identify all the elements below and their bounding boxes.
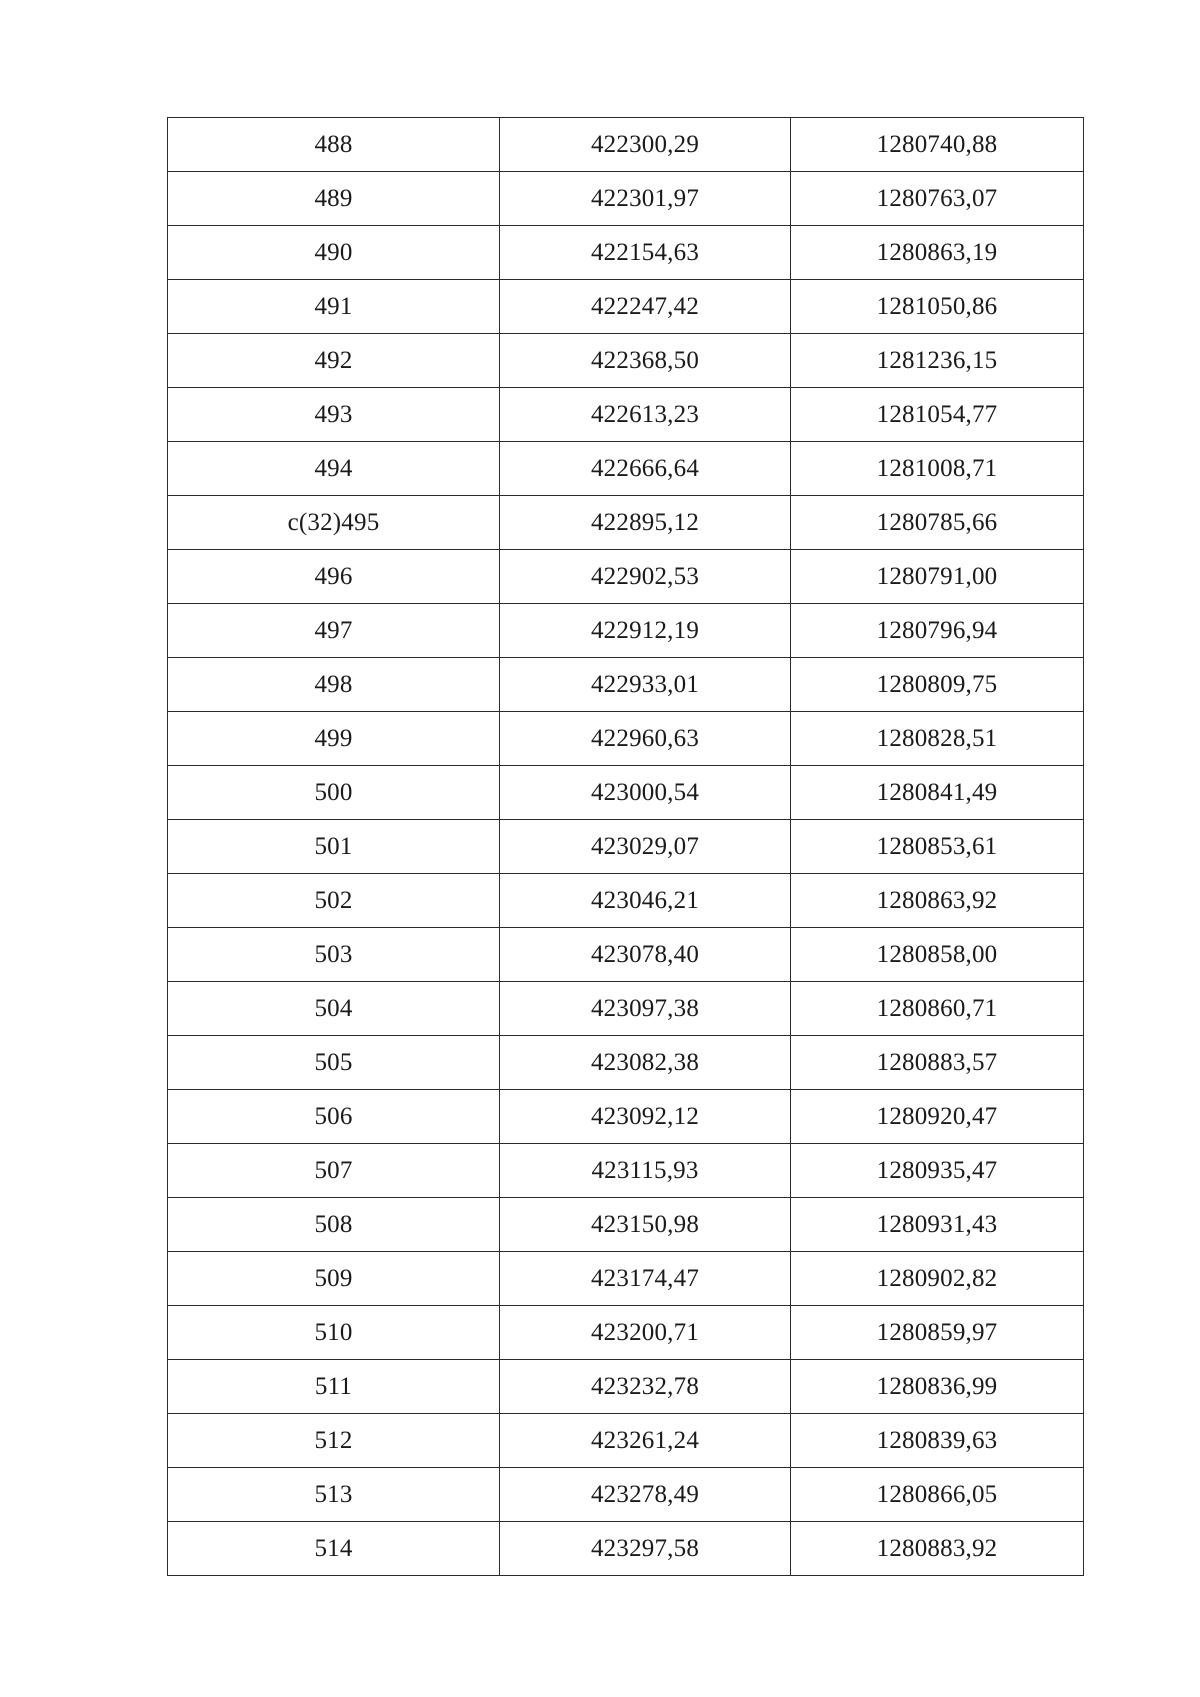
table-row (168, 1414, 1084, 1468)
y-coordinate-cell: 1280785,66 (791, 496, 1084, 550)
point-number-cell: 513 (168, 1468, 500, 1522)
x-coordinate-cell: 422368,50 (500, 334, 791, 388)
x-coordinate-cell: 422933,01 (500, 658, 791, 712)
point-number-cell: 493 (168, 388, 500, 442)
point-number-cell: 507 (168, 1144, 500, 1198)
x-coordinate-cell: 422300,29 (500, 118, 791, 172)
x-coordinate-cell: 422902,53 (500, 550, 791, 604)
y-coordinate-cell: 1281050,86 (791, 280, 1084, 334)
point-number-cell: c(32)495 (168, 496, 500, 550)
point-number-cell: 501 (168, 820, 500, 874)
x-coordinate-cell: 422247,42 (500, 280, 791, 334)
table-row (168, 1144, 1084, 1198)
table-row (168, 658, 1084, 712)
y-coordinate-cell: 1280931,43 (791, 1198, 1084, 1252)
y-coordinate-cell: 1280836,99 (791, 1360, 1084, 1414)
y-coordinate-cell: 1280796,94 (791, 604, 1084, 658)
point-number-cell: 502 (168, 874, 500, 928)
y-coordinate-cell: 1280859,97 (791, 1306, 1084, 1360)
x-coordinate-cell: 422613,23 (500, 388, 791, 442)
table-row (168, 766, 1084, 820)
x-coordinate-cell: 423115,93 (500, 1144, 791, 1198)
point-number-cell: 504 (168, 982, 500, 1036)
x-coordinate-cell: 422960,63 (500, 712, 791, 766)
y-coordinate-cell: 1281236,15 (791, 334, 1084, 388)
x-coordinate-cell: 423078,40 (500, 928, 791, 982)
table-row (168, 550, 1084, 604)
point-number-cell: 512 (168, 1414, 500, 1468)
point-number-cell: 488 (168, 118, 500, 172)
y-coordinate-cell: 1280791,00 (791, 550, 1084, 604)
x-coordinate-cell: 423046,21 (500, 874, 791, 928)
table-row (168, 442, 1084, 496)
point-number-cell: 492 (168, 334, 500, 388)
x-coordinate-cell: 423261,24 (500, 1414, 791, 1468)
y-coordinate-cell: 1281054,77 (791, 388, 1084, 442)
point-number-cell: 514 (168, 1522, 500, 1576)
coordinates-table (167, 117, 1084, 1576)
x-coordinate-cell: 423278,49 (500, 1468, 791, 1522)
point-number-cell: 508 (168, 1198, 500, 1252)
y-coordinate-cell: 1280863,92 (791, 874, 1084, 928)
y-coordinate-cell: 1280902,82 (791, 1252, 1084, 1306)
table-row (168, 712, 1084, 766)
x-coordinate-cell: 423082,38 (500, 1036, 791, 1090)
x-coordinate-cell: 423232,78 (500, 1360, 791, 1414)
point-number-cell: 494 (168, 442, 500, 496)
x-coordinate-cell: 423029,07 (500, 820, 791, 874)
y-coordinate-cell: 1281008,71 (791, 442, 1084, 496)
x-coordinate-cell: 423174,47 (500, 1252, 791, 1306)
table-row (168, 1198, 1084, 1252)
x-coordinate-cell: 423000,54 (500, 766, 791, 820)
table-row (168, 172, 1084, 226)
point-number-cell: 489 (168, 172, 500, 226)
point-number-cell: 511 (168, 1360, 500, 1414)
table-row (168, 820, 1084, 874)
y-coordinate-cell: 1280883,92 (791, 1522, 1084, 1576)
table-row (168, 496, 1084, 550)
point-number-cell: 499 (168, 712, 500, 766)
y-coordinate-cell: 1280828,51 (791, 712, 1084, 766)
table-row (168, 1090, 1084, 1144)
point-number-cell: 505 (168, 1036, 500, 1090)
table-row (168, 280, 1084, 334)
table-row (168, 226, 1084, 280)
point-number-cell: 497 (168, 604, 500, 658)
y-coordinate-cell: 1280860,71 (791, 982, 1084, 1036)
point-number-cell: 503 (168, 928, 500, 982)
x-coordinate-cell: 422666,64 (500, 442, 791, 496)
point-number-cell: 490 (168, 226, 500, 280)
y-coordinate-cell: 1280863,19 (791, 226, 1084, 280)
y-coordinate-cell: 1280858,00 (791, 928, 1084, 982)
x-coordinate-cell: 423092,12 (500, 1090, 791, 1144)
point-number-cell: 498 (168, 658, 500, 712)
point-number-cell: 506 (168, 1090, 500, 1144)
x-coordinate-cell: 423200,71 (500, 1306, 791, 1360)
coordinates-table-body (168, 118, 1084, 1576)
table-row (168, 1306, 1084, 1360)
x-coordinate-cell: 422895,12 (500, 496, 791, 550)
x-coordinate-cell: 423297,58 (500, 1522, 791, 1576)
point-number-cell: 510 (168, 1306, 500, 1360)
point-number-cell: 500 (168, 766, 500, 820)
table-row (168, 1036, 1084, 1090)
table-row (168, 1522, 1084, 1576)
point-number-cell: 509 (168, 1252, 500, 1306)
y-coordinate-cell: 1280866,05 (791, 1468, 1084, 1522)
table-row (168, 1252, 1084, 1306)
table-row (168, 604, 1084, 658)
x-coordinate-cell: 422912,19 (500, 604, 791, 658)
table-row (168, 928, 1084, 982)
table-row (168, 118, 1084, 172)
y-coordinate-cell: 1280853,61 (791, 820, 1084, 874)
table-row (168, 334, 1084, 388)
y-coordinate-cell: 1280920,47 (791, 1090, 1084, 1144)
x-coordinate-cell: 422301,97 (500, 172, 791, 226)
y-coordinate-cell: 1280809,75 (791, 658, 1084, 712)
table-row (168, 982, 1084, 1036)
x-coordinate-cell: 423097,38 (500, 982, 791, 1036)
table-row (168, 1468, 1084, 1522)
y-coordinate-cell: 1280841,49 (791, 766, 1084, 820)
y-coordinate-cell: 1280763,07 (791, 172, 1084, 226)
y-coordinate-cell: 1280883,57 (791, 1036, 1084, 1090)
point-number-cell: 491 (168, 280, 500, 334)
table-row (168, 1360, 1084, 1414)
point-number-cell: 496 (168, 550, 500, 604)
y-coordinate-cell: 1280935,47 (791, 1144, 1084, 1198)
x-coordinate-cell: 422154,63 (500, 226, 791, 280)
y-coordinate-cell: 1280839,63 (791, 1414, 1084, 1468)
y-coordinate-cell: 1280740,88 (791, 118, 1084, 172)
x-coordinate-cell: 423150,98 (500, 1198, 791, 1252)
table-row (168, 388, 1084, 442)
table-row (168, 874, 1084, 928)
